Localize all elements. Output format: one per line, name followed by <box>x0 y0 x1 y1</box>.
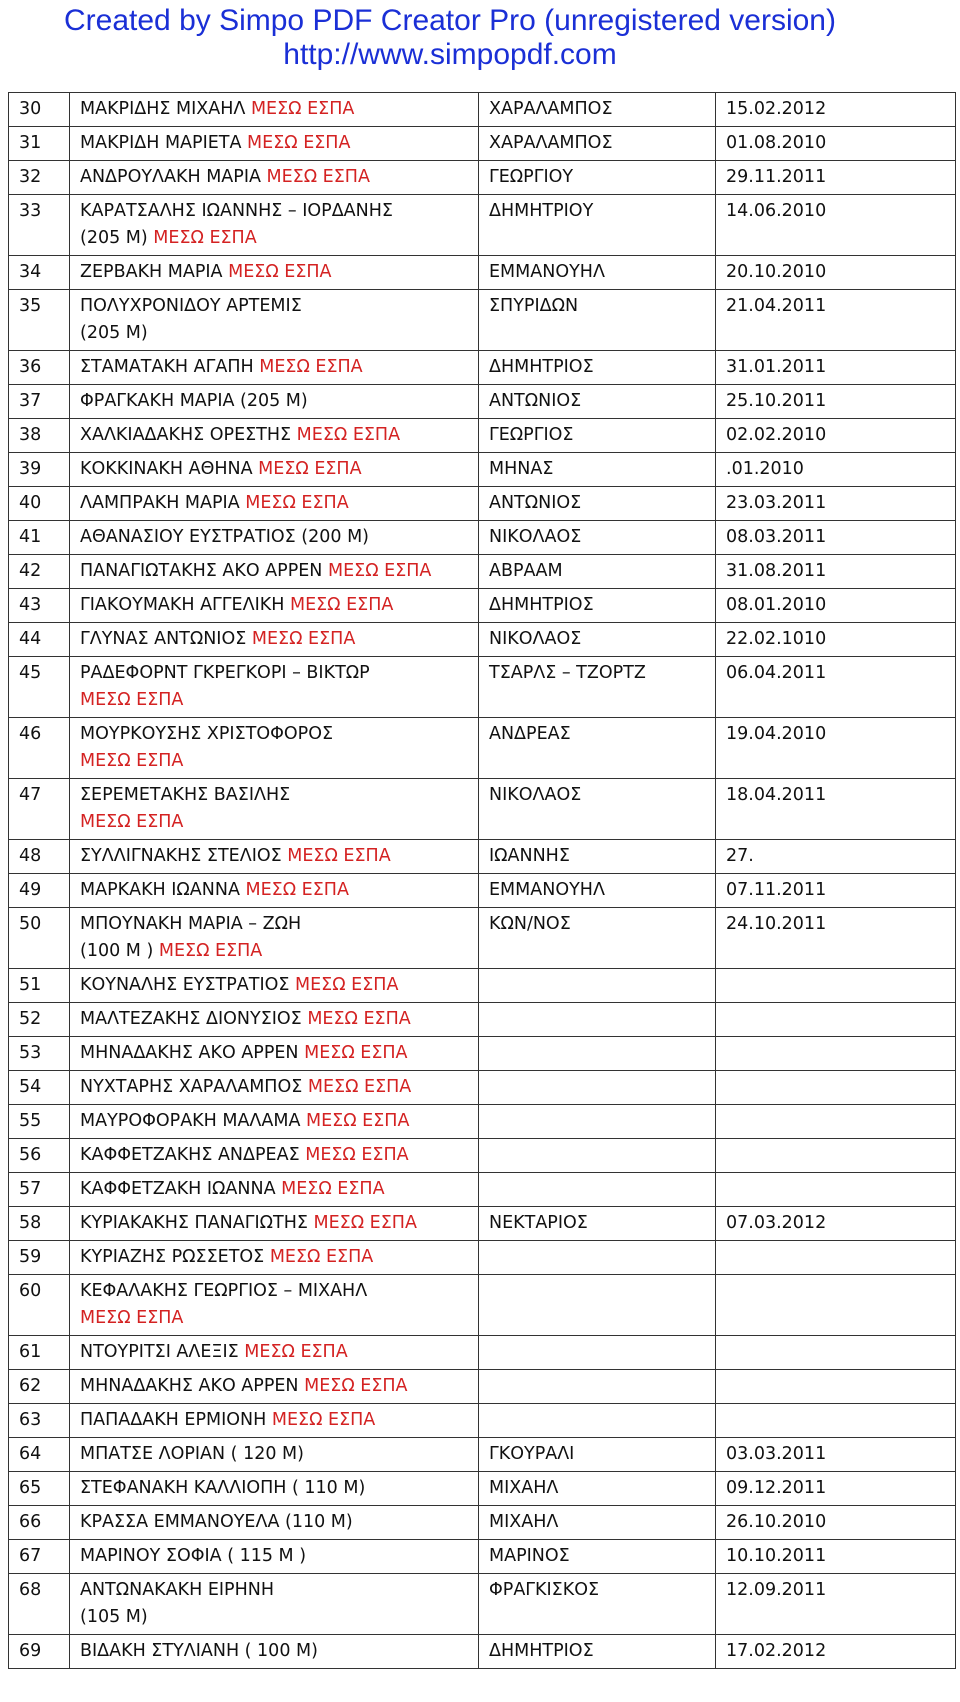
table-row <box>9 718 956 779</box>
registry-table <box>8 92 956 1669</box>
father-name <box>479 1071 716 1105</box>
espa-tag: ΜΕΣΩ ΕΣΠΑ <box>258 459 362 479</box>
father-name: ΕΜΜΑΝΟΥΗΛ <box>479 256 716 290</box>
row-number: 31 <box>9 127 70 161</box>
date-cell: 08.03.2011 <box>716 521 956 555</box>
table-row <box>9 127 956 161</box>
date-cell: 12.09.2011 <box>716 1574 956 1635</box>
espa-tag: ΜΕΣΩ ΕΣΠΑ <box>304 1043 408 1063</box>
table-row <box>9 351 956 385</box>
person-name: ΣΤΑΜΑΤΑΚΗ ΑΓΑΠΗ <box>80 357 254 377</box>
person-name: ΚΥΡΙΑΚΑΚΗΣ ΠΑΝΑΓΙΩΤΗΣ <box>80 1213 308 1233</box>
person-name: ΣΕΡΕΜΕΤΑΚΗΣ ΒΑΣΙΛΗΣ <box>80 785 291 805</box>
table-row <box>9 419 956 453</box>
father-name: ΑΝΔΡΕΑΣ <box>479 718 716 779</box>
table-row <box>9 161 956 195</box>
date-cell: 21.04.2011 <box>716 290 956 351</box>
person-name: ΑΘΑΝΑΣΙΟΥ ΕΥΣΤΡΑΤΙΟΣ (200 Μ) <box>80 527 370 547</box>
father-name: ΔΗΜΗΤΡΙΟΣ <box>479 1635 716 1669</box>
table-row <box>9 1370 956 1404</box>
person-name: ΒΙΔΑΚΗ ΣΤΥΛΙΑΝΗ ( 100 Μ) <box>80 1641 318 1661</box>
espa-tag: ΜΕΣΩ ΕΣΠΑ <box>307 1077 412 1097</box>
person-name: ΜΑΡΙΝΟΥ ΣΟΦΙΑ ( 115 Μ ) <box>80 1546 307 1566</box>
row-number: 37 <box>9 385 70 419</box>
table-row <box>9 1071 956 1105</box>
date-cell: 07.03.2012 <box>716 1207 956 1241</box>
person-name: ΚΑΡΑΤΣΑΛΗΣ ΙΩΑΝΝΗΣ – ΙΟΡΔΑΝΗΣ <box>80 201 393 221</box>
espa-tag: ΜΕΣΩ ΕΣΠΑ <box>244 1342 348 1362</box>
row-number: 67 <box>9 1540 70 1574</box>
father-name <box>479 1404 716 1438</box>
person-name: ΜΑΥΡΟΦΟΡΑΚΗ ΜΑΛΑΜΑ <box>80 1111 301 1131</box>
table-row <box>9 93 956 127</box>
row-number: 50 <box>9 908 70 969</box>
date-cell <box>716 1105 956 1139</box>
row-number: 35 <box>9 290 70 351</box>
father-name: ΝΙΚΟΛΑΟΣ <box>479 779 716 840</box>
person-name: ΣΥΛΛΙΓΝΑΚΗΣ ΣΤΕΛΙΟΣ <box>80 846 282 866</box>
person-name-cell <box>70 521 479 555</box>
table-row <box>9 290 956 351</box>
father-name: ΚΩΝ/ΝΟΣ <box>479 908 716 969</box>
row-number: 41 <box>9 521 70 555</box>
person-name-cell <box>70 1540 479 1574</box>
father-name: ΓΚΟΥΡΑΛΙ <box>479 1438 716 1472</box>
date-cell <box>716 1404 956 1438</box>
person-name: ΑΝΔΡΟΥΛΑΚΗ ΜΑΡΙΑ <box>80 167 261 187</box>
date-cell: 08.01.2010 <box>716 589 956 623</box>
table-row <box>9 1105 956 1139</box>
table-row <box>9 521 956 555</box>
date-cell: 22.02.1010 <box>716 623 956 657</box>
espa-tag: ΜΕΣΩ ΕΣΠΑ <box>305 1145 409 1165</box>
person-name: ΜΗΝΑΔΑΚΗΣ ΑΚΟ ΑΡΡΕΝ <box>80 1043 299 1063</box>
date-cell: .01.2010 <box>716 453 956 487</box>
father-name: ΣΠΥΡΙΔΩΝ <box>479 290 716 351</box>
date-cell <box>716 1336 956 1370</box>
date-cell: 15.02.2012 <box>716 93 956 127</box>
table-row <box>9 779 956 840</box>
row-number: 32 <box>9 161 70 195</box>
date-cell <box>716 1275 956 1336</box>
father-name <box>479 1336 716 1370</box>
table-row <box>9 385 956 419</box>
table-row <box>9 657 956 718</box>
person-name: ΜΗΝΑΔΑΚΗΣ ΑΚΟ ΑΡΡΕΝ <box>80 1376 299 1396</box>
date-cell: 24.10.2011 <box>716 908 956 969</box>
row-number: 44 <box>9 623 70 657</box>
person-name-cell <box>70 1173 479 1207</box>
table-row <box>9 1173 956 1207</box>
person-name-cell <box>70 385 479 419</box>
person-name-cell <box>70 908 479 969</box>
person-name: ΜΑΚΡΙΔΗΣ ΜΙΧΑΗΛ <box>80 99 246 119</box>
espa-tag: ΜΕΣΩ ΕΣΠΑ <box>80 1308 184 1328</box>
person-name-cell <box>70 657 479 718</box>
person-name-cell <box>70 1241 479 1275</box>
row-number: 58 <box>9 1207 70 1241</box>
table-row <box>9 1574 956 1635</box>
table-row <box>9 1438 956 1472</box>
date-cell <box>716 1241 956 1275</box>
father-name: ΝΙΚΟΛΑΟΣ <box>479 623 716 657</box>
table-row <box>9 840 956 874</box>
date-cell: 03.03.2011 <box>716 1438 956 1472</box>
person-name: ΜΠΟΥΝΑΚΗ ΜΑΡΙΑ – ΖΩΗ <box>80 914 302 934</box>
person-name-cell <box>70 1336 479 1370</box>
person-name-cell <box>70 1370 479 1404</box>
person-name-cell <box>70 718 479 779</box>
date-cell <box>716 1037 956 1071</box>
espa-tag: ΜΕΣΩ ΕΣΠΑ <box>80 690 184 710</box>
person-name-cell <box>70 1574 479 1635</box>
person-name: ΝΥΧΤΑΡΗΣ ΧΑΡΑΛΑΜΠΟΣ <box>80 1077 303 1097</box>
row-number: 53 <box>9 1037 70 1071</box>
father-name <box>479 1105 716 1139</box>
row-number: 45 <box>9 657 70 718</box>
espa-tag: ΜΕΣΩ ΕΣΠΑ <box>327 561 432 581</box>
person-name: ΜΑΡΚΑΚΗ ΙΩΑΝΝΑ <box>80 880 240 900</box>
table-row <box>9 1540 956 1574</box>
father-name: ΕΜΜΑΝΟΥΗΛ <box>479 874 716 908</box>
espa-tag: ΜΕΣΩ ΕΣΠΑ <box>271 1410 376 1430</box>
person-name: ΖΕΡΒΑΚΗ ΜΑΡΙΑ <box>80 262 223 282</box>
person-name-cell <box>70 874 479 908</box>
table-row <box>9 1404 956 1438</box>
table-row <box>9 195 956 256</box>
row-number: 62 <box>9 1370 70 1404</box>
row-number: 66 <box>9 1506 70 1540</box>
row-number: 33 <box>9 195 70 256</box>
row-number: 49 <box>9 874 70 908</box>
espa-tag: ΜΕΣΩ ΕΣΠΑ <box>80 751 184 771</box>
father-name: ΓΕΩΡΓΙΟΣ <box>479 419 716 453</box>
date-cell: 06.04.2011 <box>716 657 956 718</box>
table-row <box>9 555 956 589</box>
person-name-cell <box>70 195 479 256</box>
row-number: 43 <box>9 589 70 623</box>
date-cell: 25.10.2011 <box>716 385 956 419</box>
father-name: ΜΗΝΑΣ <box>479 453 716 487</box>
person-name: ΚΥΡΙΑΖΗΣ ΡΩΣΣΕΤΟΣ <box>80 1247 265 1267</box>
father-name <box>479 1275 716 1336</box>
person-name: ΠΑΝΑΓΙΩΤΑΚΗΣ ΑΚΟ ΑΡΡΕΝ <box>80 561 323 581</box>
person-name: ΠΑΠΑΔΑΚΗ ΕΡΜΙΟΝΗ <box>80 1410 267 1430</box>
person-name: ΜΑΚΡΙΔΗ ΜΑΡΙΕΤΑ <box>80 133 242 153</box>
date-cell <box>716 1071 956 1105</box>
person-name-cell <box>70 453 479 487</box>
father-name: ΧΑΡΑΛΑΜΠΟΣ <box>479 127 716 161</box>
date-cell: 09.12.2011 <box>716 1472 956 1506</box>
father-name: ΧΑΡΑΛΑΜΠΟΣ <box>479 93 716 127</box>
date-cell: 10.10.2011 <box>716 1540 956 1574</box>
father-name: ΝΕΚΤΑΡΙΟΣ <box>479 1207 716 1241</box>
espa-tag: ΜΕΣΩ ΕΣΠΑ <box>245 880 349 900</box>
row-number: 40 <box>9 487 70 521</box>
person-name-cell <box>70 290 479 351</box>
person-name-cell <box>70 589 479 623</box>
father-name: ΜΙΧΑΗΛ <box>479 1506 716 1540</box>
person-name-cell <box>70 1506 479 1540</box>
espa-tag: ΜΕΣΩ ΕΣΠΑ <box>313 1213 417 1233</box>
person-name: ΚΟΚΚΙΝΑΚΗ ΑΘΗΝΑ <box>80 459 253 479</box>
row-number: 52 <box>9 1003 70 1037</box>
person-name-cell <box>70 1037 479 1071</box>
person-name-cell <box>70 1472 479 1506</box>
espa-tag: ΜΕΣΩ ΕΣΠΑ <box>247 133 351 153</box>
table-row <box>9 1336 956 1370</box>
row-number: 64 <box>9 1438 70 1472</box>
person-name-cell <box>70 127 479 161</box>
person-name: ΚΕΦΑΛΑΚΗΣ ΓΕΩΡΓΙΟΣ – ΜΙΧΑΗΛ <box>80 1281 368 1301</box>
espa-tag: ΜΕΣΩ ΕΣΠΑ <box>269 1247 374 1267</box>
date-cell: 19.04.2010 <box>716 718 956 779</box>
father-name: ΜΑΡΙΝΟΣ <box>479 1540 716 1574</box>
person-name-cell <box>70 1071 479 1105</box>
person-name-cell <box>70 1438 479 1472</box>
table-row <box>9 1635 956 1669</box>
father-name <box>479 1037 716 1071</box>
espa-tag: ΜΕΣΩ ΕΣΠΑ <box>281 1179 385 1199</box>
father-name: ΔΗΜΗΤΡΙΟΥ <box>479 195 716 256</box>
table-row <box>9 1506 956 1540</box>
espa-tag: ΜΕΣΩ ΕΣΠΑ <box>289 595 394 615</box>
person-name: ΑΝΤΩΝΑΚΑΚΗ ΕΙΡΗΝΗ <box>80 1580 275 1600</box>
watermark <box>0 4 900 72</box>
person-name: ΓΙΑΚΟΥΜΑΚΗ ΑΓΓΕΛΙΚΗ <box>80 595 285 615</box>
date-cell <box>716 1003 956 1037</box>
date-cell: 23.03.2011 <box>716 487 956 521</box>
person-name-cell <box>70 351 479 385</box>
father-name: ΝΙΚΟΛΑΟΣ <box>479 521 716 555</box>
row-number: 60 <box>9 1275 70 1336</box>
father-name: ΜΙΧΑΗΛ <box>479 1472 716 1506</box>
person-name-cell <box>70 256 479 290</box>
person-name-cell <box>70 1003 479 1037</box>
person-name: ΣΤΕΦΑΝΑΚΗ ΚΑΛΛΙΟΠΗ ( 110 Μ) <box>80 1478 366 1498</box>
date-cell: 20.10.2010 <box>716 256 956 290</box>
espa-tag: ΜΕΣΩ ΕΣΠΑ <box>296 425 401 445</box>
row-number: 54 <box>9 1071 70 1105</box>
person-name: ΦΡΑΓΚΑΚΗ ΜΑΡΙΑ (205 Μ) <box>80 391 308 411</box>
person-area: (105 Μ) <box>80 1607 148 1627</box>
person-name: ΝΤΟΥΡΙΤΣΙ ΑΛΕΞΙΣ <box>80 1342 239 1362</box>
person-name: ΚΟΥΝΑΛΗΣ ΕΥΣΤΡΑΤΙΟΣ <box>80 975 290 995</box>
table-row <box>9 908 956 969</box>
person-name: ΠΟΛΥΧΡΟΝΙΔΟΥ ΑΡΤΕΜΙΣ <box>80 296 302 316</box>
date-cell: 29.11.2011 <box>716 161 956 195</box>
espa-tag: ΜΕΣΩ ΕΣΠΑ <box>304 1376 408 1396</box>
date-cell <box>716 1139 956 1173</box>
father-name <box>479 1370 716 1404</box>
row-number: 59 <box>9 1241 70 1275</box>
date-cell: 26.10.2010 <box>716 1506 956 1540</box>
table-row <box>9 1207 956 1241</box>
espa-tag: ΜΕΣΩ ΕΣΠΑ <box>153 228 257 248</box>
person-name-cell <box>70 779 479 840</box>
father-name: ΑΝΤΩΝΙΟΣ <box>479 385 716 419</box>
father-name: ΙΩΑΝΝΗΣ <box>479 840 716 874</box>
row-number: 47 <box>9 779 70 840</box>
date-cell: 31.01.2011 <box>716 351 956 385</box>
row-number: 63 <box>9 1404 70 1438</box>
table-row <box>9 1003 956 1037</box>
person-name: ΚΑΦΦΕΤΖΑΚΗΣ ΑΝΔΡΕΑΣ <box>80 1145 300 1165</box>
watermark-url: http://www.simpopdf.com <box>283 38 617 71</box>
table-row <box>9 1472 956 1506</box>
row-number: 61 <box>9 1336 70 1370</box>
row-number: 55 <box>9 1105 70 1139</box>
row-number: 68 <box>9 1574 70 1635</box>
person-name: ΛΑΜΠΡΑΚΗ ΜΑΡΙΑ <box>80 493 240 513</box>
espa-tag: ΜΕΣΩ ΕΣΠΑ <box>80 812 184 832</box>
watermark-title: Created by Simpo PDF Creator Pro (unregistered version) <box>64 4 836 37</box>
date-cell <box>716 1173 956 1207</box>
date-cell: 31.08.2011 <box>716 555 956 589</box>
table-row <box>9 1241 956 1275</box>
row-number: 56 <box>9 1139 70 1173</box>
table-row <box>9 623 956 657</box>
person-name-cell <box>70 161 479 195</box>
espa-tag: ΜΕΣΩ ΕΣΠΑ <box>259 357 363 377</box>
person-name: ΧΑΛΚΙΑΔΑΚΗΣ ΟΡΕΣΤΗΣ <box>80 425 292 445</box>
person-name: ΜΑΛΤΕΖΑΚΗΣ ΔΙΟΝΥΣΙΟΣ <box>80 1009 302 1029</box>
table-row <box>9 969 956 1003</box>
table-row <box>9 874 956 908</box>
person-area: (205 Μ) <box>80 228 148 248</box>
espa-tag: ΜΕΣΩ ΕΣΠΑ <box>306 1111 410 1131</box>
table-row <box>9 453 956 487</box>
father-name: ΓΕΩΡΓΙΟΥ <box>479 161 716 195</box>
espa-tag: ΜΕΣΩ ΕΣΠΑ <box>245 493 349 513</box>
table-row <box>9 487 956 521</box>
table-body <box>9 93 956 1669</box>
person-name-cell <box>70 1275 479 1336</box>
row-number: 57 <box>9 1173 70 1207</box>
espa-tag: ΜΕΣΩ ΕΣΠΑ <box>251 629 356 649</box>
person-name-cell <box>70 93 479 127</box>
row-number: 69 <box>9 1635 70 1669</box>
person-name: ΓΛΥΝΑΣ ΑΝΤΩΝΙΟΣ <box>80 629 247 649</box>
person-name-cell <box>70 1404 479 1438</box>
table-row <box>9 1139 956 1173</box>
father-name: ΑΝΤΩΝΙΟΣ <box>479 487 716 521</box>
father-name <box>479 1003 716 1037</box>
date-cell: 14.06.2010 <box>716 195 956 256</box>
row-number: 30 <box>9 93 70 127</box>
table-row <box>9 1275 956 1336</box>
father-name: ΔΗΜΗΤΡΙΟΣ <box>479 351 716 385</box>
father-name: ΦΡΑΓΚΙΣΚΟΣ <box>479 1574 716 1635</box>
row-number: 36 <box>9 351 70 385</box>
person-area: (205 Μ) <box>80 323 148 343</box>
person-area: (100 Μ ) <box>80 941 154 961</box>
row-number: 46 <box>9 718 70 779</box>
espa-tag: ΜΕΣΩ ΕΣΠΑ <box>158 941 263 961</box>
table-row <box>9 256 956 290</box>
row-number: 65 <box>9 1472 70 1506</box>
date-cell: 17.02.2012 <box>716 1635 956 1669</box>
espa-tag: ΜΕΣΩ ΕΣΠΑ <box>287 846 391 866</box>
date-cell: 02.02.2010 <box>716 419 956 453</box>
person-name-cell <box>70 487 479 521</box>
person-name-cell <box>70 969 479 1003</box>
father-name: ΑΒΡΑΑΜ <box>479 555 716 589</box>
date-cell <box>716 1370 956 1404</box>
person-name: ΚΑΦΦΕΤΖΑΚΗ ΙΩΑΝΝΑ <box>80 1179 276 1199</box>
person-name-cell <box>70 555 479 589</box>
person-name: ΡΑΔΕΦΟΡΝΤ ΓΚΡΕΓΚΟΡΙ – ΒΙΚΤΩΡ <box>80 663 370 683</box>
table-row <box>9 589 956 623</box>
row-number: 34 <box>9 256 70 290</box>
row-number: 38 <box>9 419 70 453</box>
father-name <box>479 1173 716 1207</box>
date-cell: 18.04.2011 <box>716 779 956 840</box>
espa-tag: ΜΕΣΩ ΕΣΠΑ <box>307 1009 411 1029</box>
father-name <box>479 969 716 1003</box>
date-cell <box>716 969 956 1003</box>
person-name-cell <box>70 419 479 453</box>
person-name: ΜΟΥΡΚΟΥΣΗΣ ΧΡΙΣΤΟΦΟΡΟΣ <box>80 724 334 744</box>
father-name <box>479 1241 716 1275</box>
father-name: ΤΣΑΡΛΣ – ΤΖΟΡΤΖ <box>479 657 716 718</box>
date-cell: 07.11.2011 <box>716 874 956 908</box>
date-cell: 01.08.2010 <box>716 127 956 161</box>
row-number: 39 <box>9 453 70 487</box>
row-number: 42 <box>9 555 70 589</box>
person-name-cell <box>70 840 479 874</box>
espa-tag: ΜΕΣΩ ΕΣΠΑ <box>250 99 355 119</box>
table-row <box>9 1037 956 1071</box>
row-number: 51 <box>9 969 70 1003</box>
person-name: ΚΡΑΣΣΑ ΕΜΜΑΝΟΥΕΛΑ (110 Μ) <box>80 1512 353 1532</box>
person-name-cell <box>70 1139 479 1173</box>
father-name: ΔΗΜΗΤΡΙΟΣ <box>479 589 716 623</box>
espa-tag: ΜΕΣΩ ΕΣΠΑ <box>266 167 370 187</box>
espa-tag: ΜΕΣΩ ΕΣΠΑ <box>228 262 332 282</box>
father-name <box>479 1139 716 1173</box>
person-name-cell <box>70 623 479 657</box>
date-cell: 27. <box>716 840 956 874</box>
espa-tag: ΜΕΣΩ ΕΣΠΑ <box>295 975 399 995</box>
person-name-cell <box>70 1207 479 1241</box>
person-name-cell <box>70 1635 479 1669</box>
row-number: 48 <box>9 840 70 874</box>
person-name-cell <box>70 1105 479 1139</box>
person-name: ΜΠΑΤΣΕ ΛΟΡΙΑΝ ( 120 Μ) <box>80 1444 304 1464</box>
